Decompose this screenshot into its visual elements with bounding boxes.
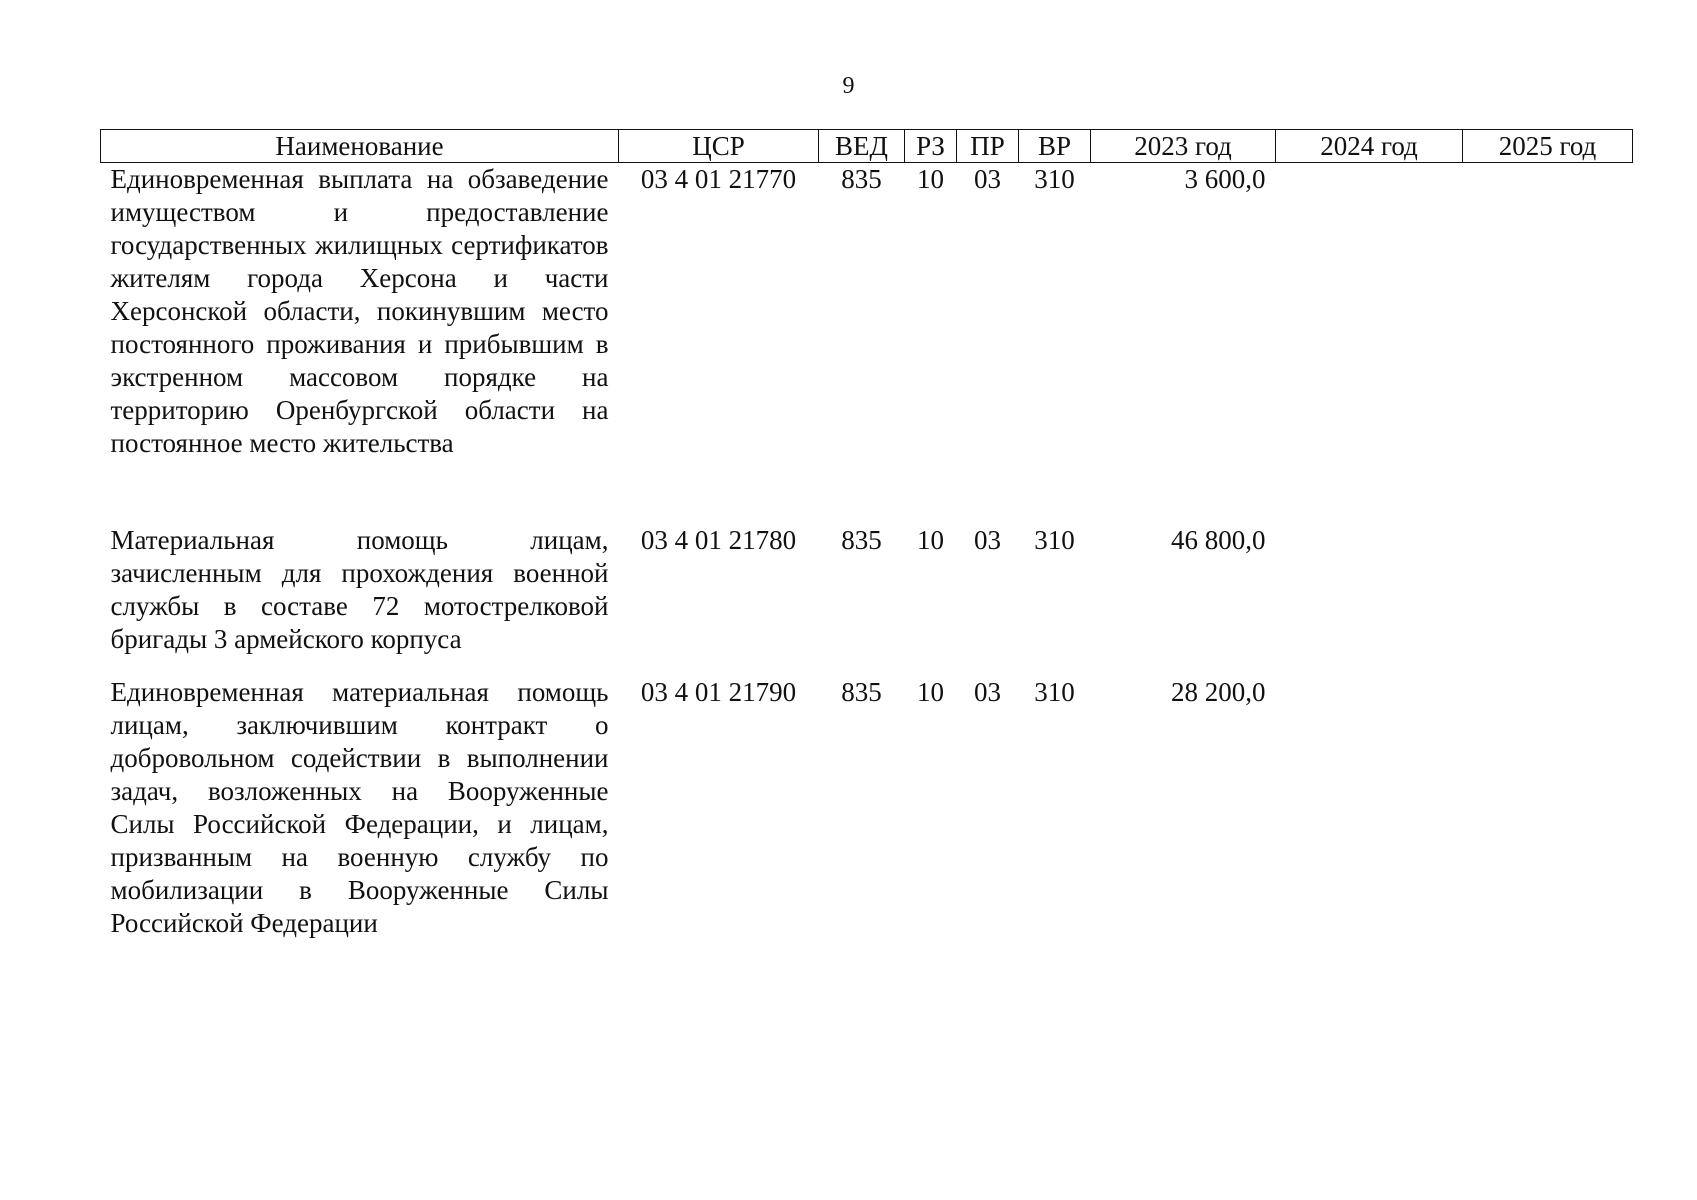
cell-ved: 835 bbox=[841, 525, 882, 555]
cell-2024 bbox=[1276, 163, 1463, 525]
cell-2023: 28 200,0 bbox=[1171, 677, 1266, 707]
cell-csr: 03 4 01 21790 bbox=[640, 677, 797, 707]
cell-pr: 03 bbox=[974, 677, 1001, 707]
cell-name: Единовременная материальная помощь лицам, заключившим контракт о добровольном содействии в выполнении задач, возложенных на Вооруженные Силы Российской Федерации, и лицам, призванным на военную службу по мобилизации в Вооруженные Силы Российской Федерации bbox=[110, 677, 609, 938]
cell-2024 bbox=[1276, 676, 1463, 940]
table-row bbox=[101, 676, 1633, 940]
table-body bbox=[101, 163, 1633, 941]
cell-2025 bbox=[1463, 676, 1633, 940]
table-header bbox=[101, 130, 1633, 163]
cell-ved: 835 bbox=[841, 677, 882, 707]
cell-2025 bbox=[1463, 163, 1633, 525]
cell-2023: 46 800,0 bbox=[1171, 525, 1266, 555]
cell-rz: 10 bbox=[917, 164, 944, 194]
header-name: Наименование bbox=[101, 130, 619, 163]
header-2025: 2025 год bbox=[1463, 130, 1633, 163]
header-pr: ПР bbox=[957, 130, 1019, 163]
page-number: 9 bbox=[842, 73, 855, 99]
table-row bbox=[101, 163, 1633, 525]
header-row bbox=[101, 130, 1633, 163]
budget-table bbox=[100, 129, 1633, 940]
cell-rz: 10 bbox=[917, 525, 944, 555]
header-csr: ЦСР bbox=[619, 130, 819, 163]
cell-pr: 03 bbox=[974, 164, 1001, 194]
header-2024: 2024 год bbox=[1276, 130, 1463, 163]
cell-rz: 10 bbox=[917, 677, 944, 707]
cell-vr: 310 bbox=[1034, 164, 1075, 194]
cell-vr: 310 bbox=[1034, 525, 1075, 555]
header-rz: РЗ bbox=[905, 130, 957, 163]
cell-name: Материальная помощь лицам, зачисленным для прохождения военной службы в составе 72 мотострелковой бригады 3 армейского корпуса bbox=[110, 525, 609, 654]
header-vr: ВР bbox=[1019, 130, 1091, 163]
header-ved: ВЕД bbox=[819, 130, 905, 163]
table-row bbox=[101, 524, 1633, 676]
header-2023: 2023 год bbox=[1091, 130, 1276, 163]
cell-csr: 03 4 01 21770 bbox=[640, 164, 797, 194]
cell-name: Единовременная выплата на обзаведение имуществом и предоставление государственных жилищных сертификатов жителям города Херсона и части Херсонской области, покинувшим место постоянного проживания и прибывшим в экстренном массовом порядке на территорию Оренбургской области на постоянное место жительства bbox=[110, 164, 609, 458]
cell-2023: 3 600,0 bbox=[1184, 164, 1266, 194]
cell-pr: 03 bbox=[974, 525, 1001, 555]
cell-ved: 835 bbox=[841, 164, 882, 194]
cell-2024 bbox=[1276, 524, 1463, 676]
cell-2025 bbox=[1463, 524, 1633, 676]
cell-csr: 03 4 01 21780 bbox=[640, 525, 797, 555]
cell-vr: 310 bbox=[1034, 677, 1075, 707]
